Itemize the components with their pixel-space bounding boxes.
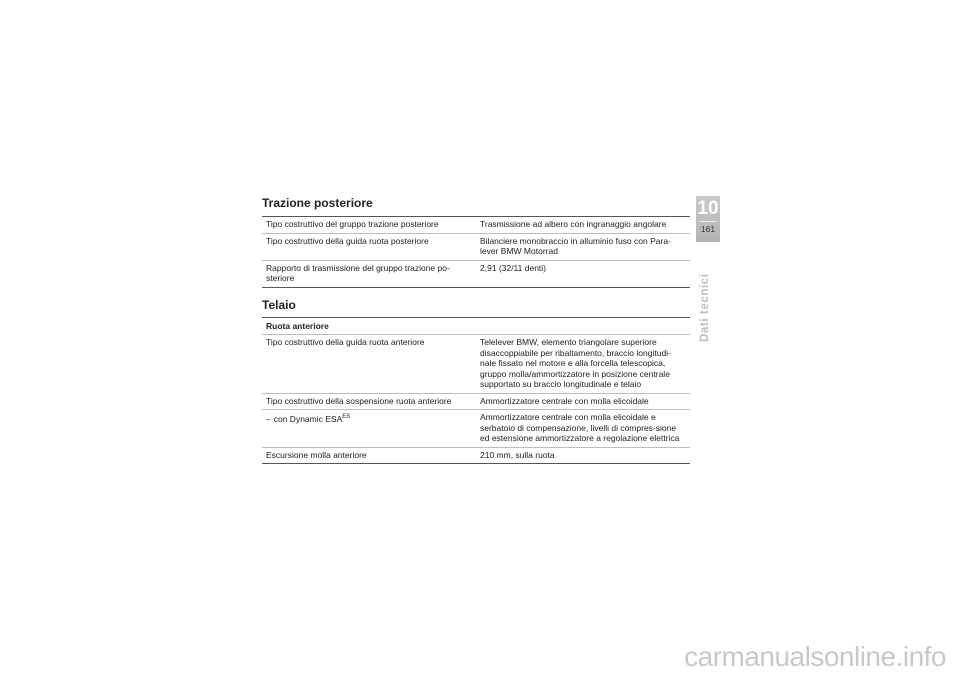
table-row [262, 393, 690, 410]
chapter-side-label-text: Dati tecnici [699, 273, 711, 342]
row-value: 2,91 (32/11 denti) [476, 260, 690, 287]
row-label-text: con Dynamic ESA [273, 414, 343, 424]
page-number: 161 [700, 224, 716, 234]
dash-bullet: – [266, 414, 271, 424]
row-label: Escursione molla anteriore [262, 447, 476, 464]
table-row [262, 233, 690, 260]
superscript-es: ES [342, 414, 351, 420]
row-label: Tipo costruttivo della guida ruota anteriore [262, 335, 476, 394]
content-area [262, 196, 690, 464]
table-row [262, 335, 690, 394]
rear-drive-table [262, 216, 690, 288]
chassis-table [262, 317, 690, 465]
table-subheading-row [262, 317, 690, 335]
row-label: Tipo costruttivo della guida ruota posteriore [262, 233, 476, 260]
table-row [262, 410, 690, 448]
row-label: Tipo costruttivo del gruppo trazione posteriore [262, 217, 476, 234]
table-row [262, 260, 690, 287]
watermark: carmanualsonline.info [684, 641, 946, 672]
row-value: 210 mm, sulla ruota [476, 447, 690, 464]
tab-divider [700, 221, 716, 222]
section-title-chassis: Telaio [262, 297, 296, 312]
row-value: Ammortizzatore centrale con molla elicoidale [476, 393, 690, 410]
row-label-dynamic-esa [262, 410, 476, 448]
table-row [262, 217, 690, 234]
row-value: Bilanciere monobraccio in alluminio fuso con Para-lever BMW Motorrad [476, 233, 690, 260]
table-row [262, 447, 690, 464]
row-label: Rapporto di trasmissione del gruppo trazione po-steriore [262, 260, 476, 287]
subheading-front-wheel: Ruota anteriore [262, 317, 690, 335]
chapter-tab [696, 196, 720, 242]
row-value: Ammortizzatore centrale con molla elicoidale e serbatoio di compensazione, livelli di compres-sione ed estensione ammortizzatore a regolazione elettrica [476, 410, 690, 448]
section-title-rear-drive: Trazione posteriore [262, 196, 373, 210]
row-value: Telelever BMW, elemento triangolare superiore disaccoppiabile per ribaltamento, braccio longitudi-nale fissato nel motore e alla forcella telescopica, gruppo molla/ammortizzatore in posizione centrale supportato su braccio longitudinale e telaio [476, 335, 690, 394]
chapter-number: 10 [697, 198, 719, 219]
row-label: Tipo costruttivo della sospensione ruota anteriore [262, 393, 476, 410]
row-value: Trasmissione ad albero con ingranaggio angolare [476, 217, 690, 234]
